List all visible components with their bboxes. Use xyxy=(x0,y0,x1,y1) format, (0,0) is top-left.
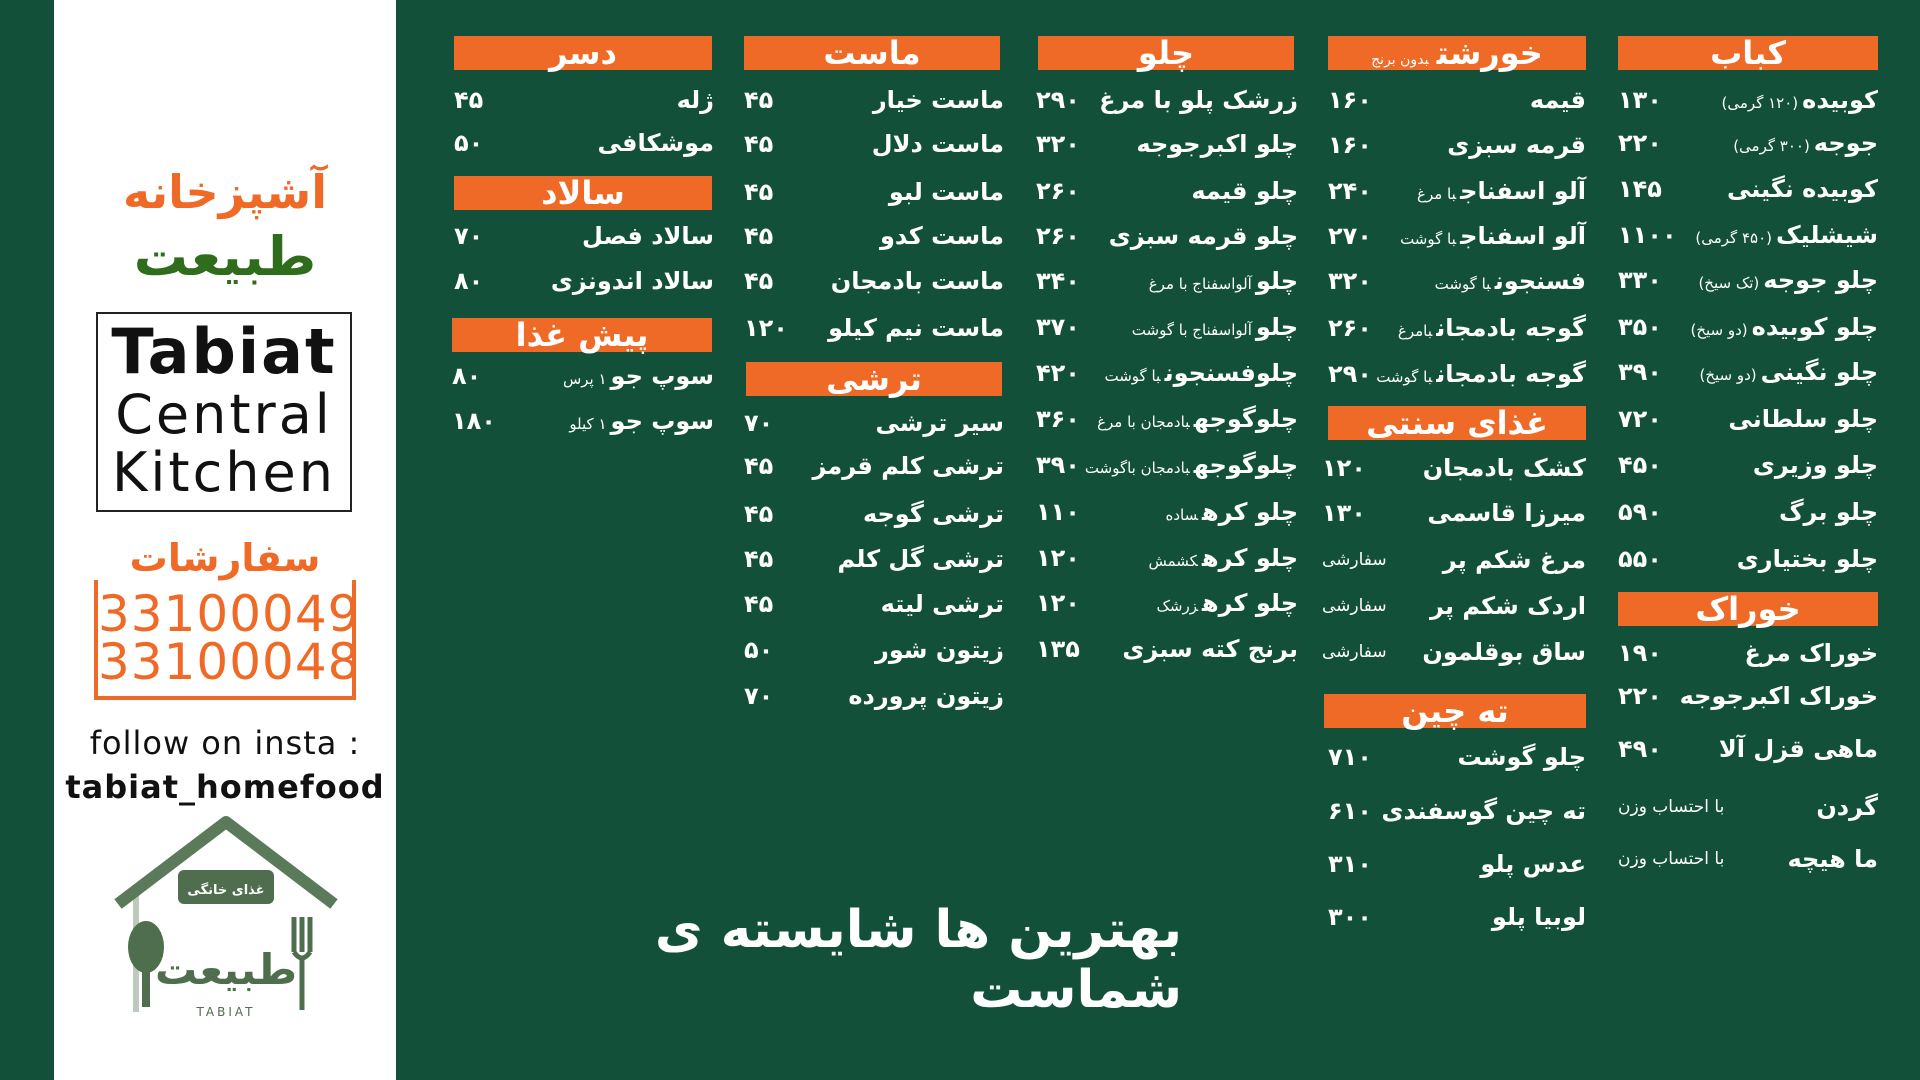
item-name: ته چین گوسفندی xyxy=(1381,797,1586,825)
section-title-salad: سالاد xyxy=(454,176,712,210)
item-price: ۵۰ xyxy=(454,129,484,157)
item-name: چلوآلواسفناج با مرغ xyxy=(1148,267,1298,295)
menu-item-torshi xyxy=(744,636,1004,676)
menu-item-mast xyxy=(744,222,1004,262)
item-price: ۴۲۰ xyxy=(1036,359,1080,387)
item-name: کوبیده(۱۲۰ گرمی) xyxy=(1721,86,1878,114)
khoresht-subtitle: بدون برنج xyxy=(1371,52,1429,68)
brand-name-line2: Central xyxy=(115,383,333,446)
brand-name-line3: Kitchen xyxy=(112,441,336,504)
item-name: آلو اسفناجبا گوشت xyxy=(1400,222,1586,250)
item-note: ۱ پرس xyxy=(562,370,607,388)
menu-item-khorak xyxy=(1618,845,1878,885)
section-title-pishghaza: پیش غذا xyxy=(452,318,712,352)
menu-item-sonati xyxy=(1322,638,1586,678)
menu-item-chelo xyxy=(1036,589,1298,629)
item-name: چلوآلواسفناج با گوشت xyxy=(1131,313,1298,341)
item-note: ساده xyxy=(1165,506,1198,524)
item-name: چلو قیمه xyxy=(1191,177,1298,205)
item-price: ۱۳۰ xyxy=(1618,86,1662,114)
item-name: قیمه xyxy=(1529,86,1586,114)
phone-box xyxy=(94,560,361,700)
menu-item-torshi xyxy=(744,452,1004,492)
item-name: سالاد اندونزی xyxy=(550,267,714,295)
item-price: ۱۹۰ xyxy=(1618,639,1662,667)
menu-item-kabab xyxy=(1618,313,1878,353)
item-price: ۵۵۰ xyxy=(1618,545,1662,573)
menu-item-chelo xyxy=(1036,130,1298,170)
item-price: ۲۷۰ xyxy=(1328,222,1372,250)
item-name: ترشی لیته xyxy=(880,590,1004,618)
section-title-torshi: ترشی xyxy=(746,362,1002,396)
menu-item-torshi xyxy=(744,500,1004,540)
item-price: ۲۹۰ xyxy=(1328,360,1372,388)
logo-text-top: غذای خانگی xyxy=(187,883,265,898)
item-note: با گوشت xyxy=(1400,230,1457,248)
brand-title-fa-line2: طبیعت xyxy=(133,225,317,288)
item-name: چلو اکبرجوجه xyxy=(1136,130,1298,158)
item-price: ۱۳۵ xyxy=(1036,635,1080,663)
item-name: فسنجونبا گوشت xyxy=(1434,267,1586,295)
item-name: ما هیچه xyxy=(1787,845,1878,873)
menu-item-chelo xyxy=(1036,313,1298,353)
item-name: ماهی قزل آلا xyxy=(1718,735,1878,763)
item-name: چلو سلطانی xyxy=(1728,405,1878,433)
item-name: چلو کرهساده xyxy=(1165,498,1298,526)
menu-item-chelo xyxy=(1036,635,1298,675)
item-price: ۳۵۰ xyxy=(1618,313,1662,341)
menu-item-kabab xyxy=(1618,221,1878,261)
menu-item-kabab xyxy=(1618,266,1878,306)
item-price: ۲۴۰ xyxy=(1328,177,1372,205)
item-price: ۱۶۰ xyxy=(1328,86,1372,114)
menu-item-khorak xyxy=(1618,682,1878,722)
item-note: کشمش xyxy=(1148,552,1198,570)
item-price: ۷۰ xyxy=(454,222,484,250)
item-name: عدس پلو xyxy=(1480,850,1586,878)
menu-item-deser xyxy=(454,86,714,126)
menu-item-tahchin xyxy=(1328,743,1586,783)
item-name: سوپ جو۱ پرس xyxy=(562,362,714,390)
item-price: سفارشی xyxy=(1322,642,1387,662)
menu-item-chelo xyxy=(1036,405,1298,445)
item-name: سیر ترشی xyxy=(875,409,1004,437)
item-name: زرشک پلو با مرغ xyxy=(1099,86,1298,114)
item-name: گردن xyxy=(1816,793,1878,821)
item-name: ترشی گوجه xyxy=(862,500,1004,528)
menu-item-mast xyxy=(744,178,1004,218)
item-price: ۷۲۰ xyxy=(1618,405,1662,433)
item-note: با گوشت xyxy=(1434,275,1491,293)
item-name: کشک بادمجان xyxy=(1422,454,1586,482)
section-title-kabab: کباب xyxy=(1618,36,1878,70)
menu-item-kabab xyxy=(1618,498,1878,538)
item-price: ۲۶۰ xyxy=(1036,222,1080,250)
item-price: با احتساب وزن xyxy=(1618,797,1725,817)
brand-name-box xyxy=(96,312,352,512)
item-name: چلوگوجهبادمجان با مرغ xyxy=(1097,405,1298,433)
item-price: ۳۶۰ xyxy=(1036,405,1080,433)
item-name: ماست خیار xyxy=(872,86,1004,114)
item-name: سوپ جو۱ کیلو xyxy=(569,407,714,435)
menu-item-mast xyxy=(744,314,1004,354)
menu-item-khoresht xyxy=(1328,267,1586,307)
item-note: (دو سیخ) xyxy=(1690,321,1748,339)
item-name: جوجه(۳۰۰ گرمی) xyxy=(1733,129,1878,157)
menu-item-kabab xyxy=(1618,129,1878,169)
menu-item-kabab xyxy=(1618,451,1878,491)
item-price: ۱۲۰ xyxy=(1322,454,1366,482)
menu-item-salad xyxy=(454,222,714,262)
item-price: ۱۱۰۰ xyxy=(1618,221,1677,249)
section-title-khorak: خوراک xyxy=(1618,592,1878,626)
item-note: بادمجان با مرغ xyxy=(1097,413,1190,431)
item-price: ۳۰۰ xyxy=(1328,903,1372,931)
item-name: چلو برگ xyxy=(1778,498,1878,526)
menu-item-khorak xyxy=(1618,735,1878,775)
item-price: ۴۵ xyxy=(744,452,774,480)
menu-item-khoresht xyxy=(1328,131,1586,171)
item-name: گوجه بادمجانبا گوشت xyxy=(1376,360,1586,388)
section-title-sonati: غذای سنتی xyxy=(1328,406,1586,440)
item-note: آلواسفناج با مرغ xyxy=(1148,275,1252,293)
item-name: چلو کرهزرشک xyxy=(1156,589,1298,617)
item-price: ۶۱۰ xyxy=(1328,797,1372,825)
menu-item-torshi xyxy=(744,409,1004,449)
item-note: زرشک xyxy=(1156,597,1198,615)
section-title-khoresht: خورشتبدون برنج xyxy=(1328,36,1586,70)
item-price: ۵۹۰ xyxy=(1618,498,1662,526)
menu-item-khoresht xyxy=(1328,360,1586,400)
item-price: ۳۷۰ xyxy=(1036,313,1080,341)
item-name: مرغ شکم پر xyxy=(1442,546,1586,574)
menu-item-khoresht xyxy=(1328,314,1586,354)
item-name: میرزا قاسمی xyxy=(1427,499,1586,527)
menu-item-mast xyxy=(744,86,1004,126)
item-note: با مرغ xyxy=(1417,185,1457,203)
item-price: ۳۴۰ xyxy=(1036,267,1080,295)
item-price: سفارشی xyxy=(1322,550,1387,570)
menu-item-mast xyxy=(744,130,1004,170)
item-name: چلو بختیاری xyxy=(1736,545,1878,573)
insta-handle: tabiat_homefood xyxy=(65,768,385,806)
item-price: ۳۳۰ xyxy=(1618,266,1662,294)
item-name: برنج کته سبزی xyxy=(1122,635,1298,663)
item-price: ۸۰ xyxy=(454,267,484,295)
item-name: چلوفسنجونبا گوشت xyxy=(1104,359,1298,387)
item-note: (تک سیخ) xyxy=(1698,274,1760,292)
menu-item-kabab xyxy=(1618,358,1878,398)
menu-item-sonati xyxy=(1322,546,1586,586)
menu-item-kabab xyxy=(1618,545,1878,585)
item-price: ۴۵ xyxy=(744,130,774,158)
brand-panel xyxy=(54,0,396,1080)
item-note: با گوشت xyxy=(1104,367,1161,385)
menu-item-khorak xyxy=(1618,793,1878,833)
logo-text-en: TABIAT xyxy=(196,1005,256,1019)
item-name: چلو گوشت xyxy=(1457,743,1586,771)
item-price: ۱۳۰ xyxy=(1322,499,1366,527)
section-title-deser: دسر xyxy=(454,36,712,70)
menu-item-kabab xyxy=(1618,405,1878,445)
menu-item-chelo xyxy=(1036,451,1298,491)
item-price: ۴۵ xyxy=(744,500,774,528)
item-name: چلوگوجهبادمجان باگوشت xyxy=(1084,451,1298,479)
item-name: ماست نیم کیلو xyxy=(828,314,1004,342)
item-price: ۳۹۰ xyxy=(1036,451,1080,479)
item-note: آلواسفناج با گوشت xyxy=(1131,321,1252,339)
phone-number-1: 33100049 xyxy=(98,585,361,643)
orders-title: سفارشات xyxy=(94,536,356,580)
item-price: ۲۶۰ xyxy=(1036,177,1080,205)
item-price: ۳۹۰ xyxy=(1618,358,1662,386)
phone-number-2: 33100048 xyxy=(98,633,361,691)
item-name: کوبیده نگینی xyxy=(1726,175,1878,203)
item-price: ۷۰ xyxy=(744,682,774,710)
menu-item-torshi xyxy=(744,682,1004,722)
item-price: ۴۹۰ xyxy=(1618,735,1662,763)
logo-text-main: طبیعت xyxy=(154,945,298,994)
item-name: چلو کرهکشمش xyxy=(1148,544,1298,572)
item-price: ۵۰ xyxy=(744,636,774,664)
item-price: ۱۱۰ xyxy=(1036,498,1080,526)
item-price: ۴۵ xyxy=(454,86,484,114)
menu-item-chelo xyxy=(1036,222,1298,262)
house-logo-icon xyxy=(106,812,346,1022)
item-price: با احتساب وزن xyxy=(1618,849,1725,869)
menu-item-tahchin xyxy=(1328,903,1586,943)
insta-label: follow on insta : xyxy=(89,724,361,762)
item-name: ترشی کلم قرمز xyxy=(812,452,1004,480)
menu-item-pishghaza xyxy=(452,407,714,447)
item-price: ۴۵ xyxy=(744,267,774,295)
item-note: (۱۲۰ گرمی) xyxy=(1721,94,1799,112)
item-price: ۴۵ xyxy=(744,545,774,573)
item-name: خوراک مرغ xyxy=(1744,639,1878,667)
menu-item-chelo xyxy=(1036,498,1298,538)
menu-item-deser xyxy=(454,129,714,169)
item-note: (دو سیخ) xyxy=(1699,366,1757,384)
item-name: زیتون شور xyxy=(875,636,1004,664)
section-title-tahchin: ته چین xyxy=(1324,694,1586,728)
menu-item-khoresht xyxy=(1328,86,1586,126)
item-note: (۴۵۰ گرمی) xyxy=(1695,229,1772,247)
menu-item-pishghaza xyxy=(452,362,714,402)
item-price: ۱۲۰ xyxy=(744,314,788,342)
item-note: (۳۰۰ گرمی) xyxy=(1733,137,1810,155)
menu-item-chelo xyxy=(1036,177,1298,217)
item-price: ۲۲۰ xyxy=(1618,129,1662,157)
item-name: چلو کوبیده(دو سیخ) xyxy=(1690,313,1878,341)
item-price: ۱۲۰ xyxy=(1036,544,1080,572)
menu-item-salad xyxy=(454,267,714,307)
menu-item-sonati xyxy=(1322,499,1586,539)
item-price: ۷۱۰ xyxy=(1328,743,1372,771)
item-name: گوجه بادمجانبامرغ xyxy=(1397,314,1586,342)
item-price: ۲۲۰ xyxy=(1618,682,1662,710)
item-name: خوراک اکبرجوجه xyxy=(1679,682,1878,710)
item-name: چلو وزیری xyxy=(1752,451,1878,479)
menu-item-khorak xyxy=(1618,639,1878,679)
item-name: ماست لبو xyxy=(888,178,1004,206)
menu-item-sonati xyxy=(1322,454,1586,494)
menu-item-chelo xyxy=(1036,359,1298,399)
section-title-chelo: چلو xyxy=(1038,36,1294,70)
menu-item-chelo xyxy=(1036,544,1298,584)
brand-name-line1: Tabiat xyxy=(111,315,337,388)
menu-item-kabab xyxy=(1618,86,1878,126)
brand-title-fa-line1: آشپزخانه xyxy=(123,165,327,219)
item-price: ۴۵ xyxy=(744,178,774,206)
item-price: ۱۶۰ xyxy=(1328,131,1372,159)
item-note: با گوشت xyxy=(1376,368,1433,386)
item-price: ۷۰ xyxy=(744,409,774,437)
item-note: بامرغ xyxy=(1397,322,1433,340)
item-price: ۱۸۰ xyxy=(452,407,496,435)
menu-item-tahchin xyxy=(1328,850,1586,890)
item-name: ساق بوقلمون xyxy=(1422,638,1586,666)
item-price: ۳۲۰ xyxy=(1036,130,1080,158)
menu-item-torshi xyxy=(744,590,1004,630)
item-name: زیتون پرورده xyxy=(848,682,1004,710)
menu-item-chelo xyxy=(1036,86,1298,126)
section-title-mast: ماست xyxy=(744,36,1000,70)
item-name: ماست بادمجان xyxy=(830,267,1004,295)
menu-item-sonati xyxy=(1322,592,1586,632)
item-price: ۴۵ xyxy=(744,86,774,114)
item-price: ۲۶۰ xyxy=(1328,314,1372,342)
item-price: ۸۰ xyxy=(452,362,482,390)
item-price: ۳۲۰ xyxy=(1328,267,1372,295)
menu-item-mast xyxy=(744,267,1004,307)
item-price: ۱۴۵ xyxy=(1618,175,1662,203)
menu-item-kabab xyxy=(1618,175,1878,215)
item-name: قرمه سبزی xyxy=(1447,131,1586,159)
menu-item-tahchin xyxy=(1328,797,1586,837)
item-name: موشکافی xyxy=(597,129,714,157)
item-price: ۲۹۰ xyxy=(1036,86,1080,114)
item-note: بادمجان باگوشت xyxy=(1084,459,1190,477)
menu-item-khoresht xyxy=(1328,177,1586,217)
item-name: لوبیا پلو xyxy=(1491,903,1586,931)
item-name: چلو نگینی(دو سیخ) xyxy=(1699,358,1878,386)
item-price: ۴۵ xyxy=(744,222,774,250)
item-price: ۴۵۰ xyxy=(1618,451,1662,479)
item-name: ژله xyxy=(676,86,714,114)
item-price: سفارشی xyxy=(1322,596,1387,616)
menu-item-chelo xyxy=(1036,267,1298,307)
slogan: بهترین ها شایسته ی شماست xyxy=(654,900,1182,1020)
item-name: چلو قرمه سبزی xyxy=(1108,222,1298,250)
item-name: اردک شکم پر xyxy=(1430,592,1586,620)
item-name: آلو اسفناجبا مرغ xyxy=(1417,177,1586,205)
item-price: ۱۲۰ xyxy=(1036,589,1080,617)
item-note: ۱ کیلو xyxy=(569,415,607,433)
item-name: سالاد فصل xyxy=(582,222,714,250)
menu-item-torshi xyxy=(744,545,1004,585)
item-name: ترشی گل کلم xyxy=(837,545,1004,573)
menu-item-khoresht xyxy=(1328,222,1586,262)
item-name: ماست دلال xyxy=(871,130,1004,158)
item-name: شیشلیک(۴۵۰ گرمی) xyxy=(1695,221,1878,249)
item-name: ماست کدو xyxy=(880,222,1004,250)
item-price: ۳۱۰ xyxy=(1328,850,1372,878)
item-price: ۴۵ xyxy=(744,590,774,618)
item-name: چلو جوجه(تک سیخ) xyxy=(1698,266,1878,294)
